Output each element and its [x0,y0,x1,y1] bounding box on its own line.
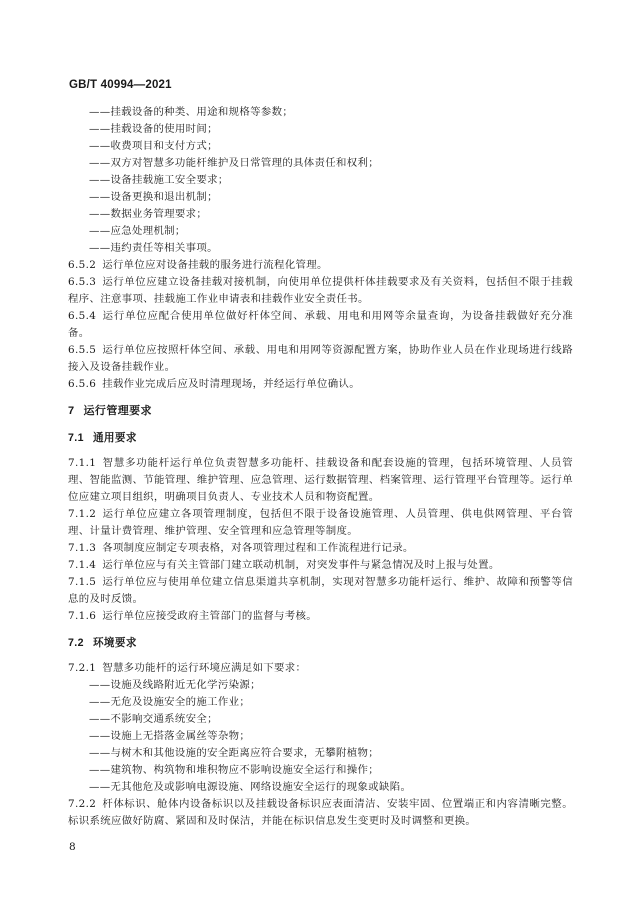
page-number: 8 [69,841,76,853]
clause-number: 6.5.3 [68,276,97,288]
clause-text: 智慧多功能杆运行单位负责智慧多功能杆、挂载设备和配套设施的管理，包括环境管理、人员管理、智能监测、节能管理、维护管理、应急管理、运行数据管理、档案管理、运行管理平台管理等。运行单位应建立项目组织，明确项目负责人、专业技术人员和物资配置。 [68,457,573,503]
clause-6-5-6 [68,376,573,393]
clause-number: 6.5.2 [68,259,97,271]
list-item: ——设备更换和退出机制； [89,191,218,203]
clause-6-5-5 [68,342,573,376]
list-item: ——无危及设施安全的施工作业； [89,696,251,708]
clause-text: 运行单位应与有关主管部门建立联动机制，对突发事件与紧急情况及时上报与处置。 [102,559,500,571]
clause-7-1-5 [68,574,573,608]
clause-number: 7.1.2 [68,508,97,520]
list-item: ——设施及线路附近无化学污染源； [89,679,261,691]
clause-text: 智慧多功能杆的运行环境应满足如下要求： [102,662,307,674]
clause-7-1-6 [68,608,573,625]
clause-7-1-1 [68,455,573,506]
clause-text: 各项制度应制定专项表格，对各项管理过程和工作流程进行记录。 [102,542,414,554]
clause-number: 6.5.6 [68,378,97,390]
list-item: ——无其他危及或影响电源设施、网络设施安全运行的现象或缺陷。 [89,781,412,793]
section-number: 7.2 [68,637,84,649]
clause-text: 运行单位应建立设备挂载对接机制，向使用单位提供杆体挂载要求及有关资料，包括但不限于挂载程序、注意事项、挂载施工作业申请表和挂载作业安全责任书。 [68,276,573,305]
clause-7-2-2 [68,796,573,830]
clause-number: 7.1.4 [68,559,97,571]
list-item: ——建筑物、构筑物和堆积物应不影响设施安全运行和操作； [89,764,379,776]
clause-number: 7.1.5 [68,576,97,588]
section-7-2-heading [68,635,573,652]
section-title: 运行管理要求 [83,405,152,417]
list-item: ——挂载设备的种类、用途和规格等参数； [89,106,294,118]
list-item: ——挂载设备的使用时间； [89,123,218,135]
list-item: ——数据业务管理要求； [89,208,208,220]
requirement-list-b [68,677,573,796]
list-item: ——违约责任等相关事项。 [89,242,218,254]
clause-number: 7.1.6 [68,610,97,622]
section-title: 通用要求 [92,432,137,444]
page-content [68,104,573,830]
clause-text: 运行单位应对设备挂载的服务进行流程化管理。 [102,259,328,271]
clause-number: 6.5.5 [68,344,97,356]
section-7-heading [68,403,573,420]
list-item: ——设备挂载施工安全要求； [89,174,229,186]
clause-6-5-2 [68,257,573,274]
clause-6-5-4 [68,308,573,342]
clause-text: 运行单位应与使用单位建立信息渠道共享机制，实现对智慧多功能杆运行、维护、故障和预警等信息的及时反馈。 [68,576,573,605]
standard-number: GB/T 40994—2021 [69,79,172,91]
clause-7-1-2 [68,506,573,540]
clause-number: 7.1.1 [68,457,97,469]
list-item: ——双方对智慧多功能杆维护及日常管理的具体责任和权利； [89,157,379,169]
list-item: ——应急处理机制； [89,225,186,237]
clause-text: 挂载作业完成后应及时清理现场，并经运行单位确认。 [102,378,360,390]
clause-text: 运行单位应建立各项管理制度，包括但不限于设备设施管理、人员管理、供电供网管理、平台管理、计量计费管理、维护管理、安全管理和应急管理等制度。 [68,508,573,537]
section-7-1-heading [68,430,573,447]
section-number: 7 [68,405,75,417]
clause-7-1-3 [68,540,573,557]
clause-number: 7.2.2 [68,798,97,810]
clause-text: 运行单位应配合使用单位做好杆体空间、承载、用电和用网等余量查询，为设备挂载做好充分准备。 [68,310,573,339]
clause-text: 运行单位应按照杆体空间、承载、用电和用网等资源配置方案，协助作业人员在作业现场进行线路接入及设备挂载作业。 [68,344,573,373]
clause-6-5-3 [68,274,573,308]
clause-7-2-1 [68,660,573,677]
clause-number: 6.5.4 [68,310,97,322]
list-item: ——不影响交通系统安全； [89,713,218,725]
requirement-list-a [68,104,573,257]
clause-number: 7.1.3 [68,542,97,554]
list-item: ——设施上无搭落金属丝等杂物； [89,730,251,742]
section-title: 环境要求 [92,637,137,649]
clause-7-1-4 [68,557,573,574]
section-number: 7.1 [68,432,84,444]
list-item: ——与树木和其他设施的安全距离应符合要求，无攀附植物； [89,747,379,759]
clause-number: 7.2.1 [68,662,97,674]
clause-text: 运行单位应接受政府主管部门的监督与考核。 [102,610,318,622]
clause-text: 杆体标识、舱体内设备标识以及挂载设备标识应表面清洁、安装牢固、位置端正和内容清晰完整。标识系统应做好防腐、紧固和及时保洁，并能在标识信息发生变更时及时调整和更换。 [68,798,573,827]
list-item: ——收费项目和支付方式； [89,140,218,152]
